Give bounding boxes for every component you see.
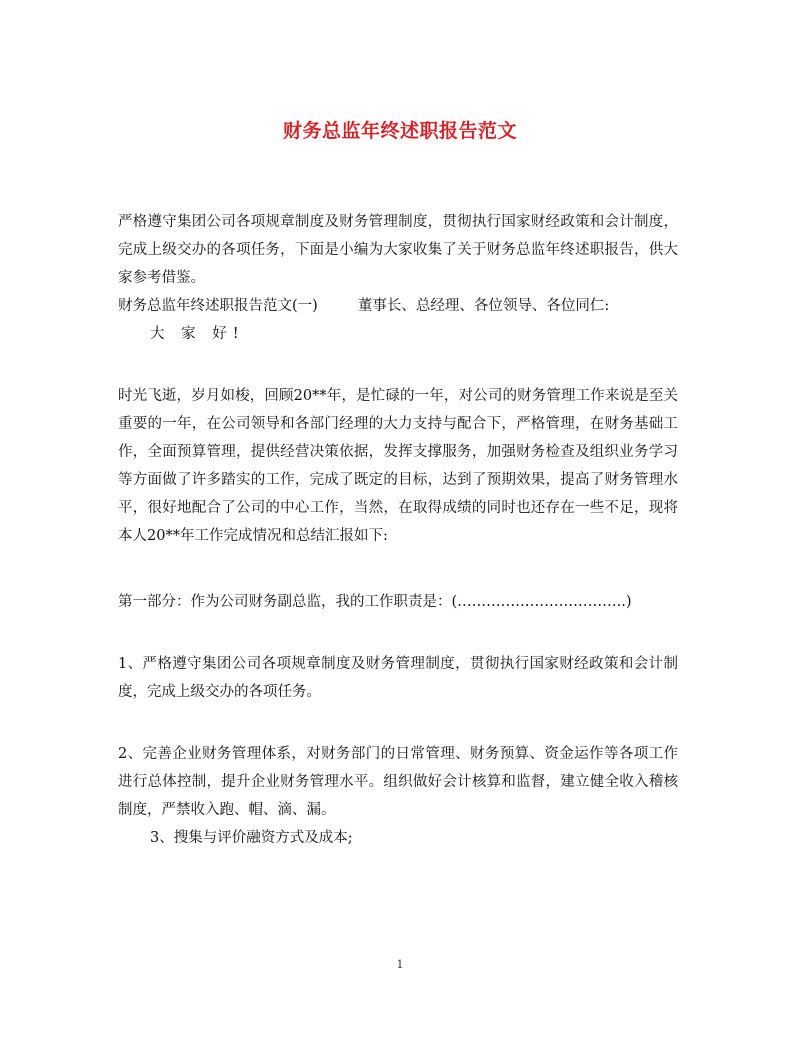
paragraph-gap (118, 616, 678, 650)
list-item-3: 3、搜集与评价融资方式及成本; (150, 830, 353, 846)
list-item-1: 1、严格遵守集团公司各项规章制度及财务管理制度，贯彻执行国家财经政策和会计制度，完成上级交办的各项任务。 (118, 656, 678, 700)
paragraph-gap (118, 706, 678, 740)
document-body (118, 208, 678, 852)
list-item-2: 2、完善企业财务管理体系，对财务部门的日常管理、财务预算、资金运作等各项工作进行总体控制，提升企业财务管理水平。组织做好会计核算和监督，建立健全收入稽核制度，严禁收入跑、帽、滴、漏。 (118, 746, 678, 818)
subtitle-line (118, 292, 678, 320)
main-paragraph: 时光飞逝，岁月如梭，回顾20**年，是忙碌的一年，对公司的财务管理工作来说是至关重要的一年，在公司领导和各部门经理的大力支持与配合下，严格管理，在财务基础工作，全面预算管理，提供经营决策依据，发挥支撑服务，加强财务检查及组织业务学习等方面做了许多踏实的工作，完成了既定的目标，达到了预期效果，提高了财务管理水平，很好地配合了公司的中心工作，当然，在取得成绩的同时也还存在一些不足，现将本人20**年工作完成情况和总结汇报如下: (118, 388, 678, 544)
section-subtitle: 财务总监年终述职报告范文(一) (118, 298, 318, 314)
document-title: 财务总监年终述职报告范文 (282, 120, 517, 142)
intro-paragraph: 严格遵守集团公司各项规章制度及财务管理制度，贯彻执行国家财经政策和会计制度，完成上级交办的各项任务，下面是小编为大家收集了关于财务总监年终述职报告，供大家参考借鉴。 (118, 214, 678, 286)
page-number: 1 (396, 958, 404, 971)
part-one-heading: 第一部分：作为公司财务副总监，我的工作职责是：(……………………………..) (118, 594, 632, 610)
salutation: 董事长、总经理、各位领导、各位同仁: (357, 298, 610, 314)
paragraph-gap (118, 550, 678, 588)
paragraph-gap (118, 348, 678, 382)
greeting: 大 家 好! (150, 326, 245, 342)
